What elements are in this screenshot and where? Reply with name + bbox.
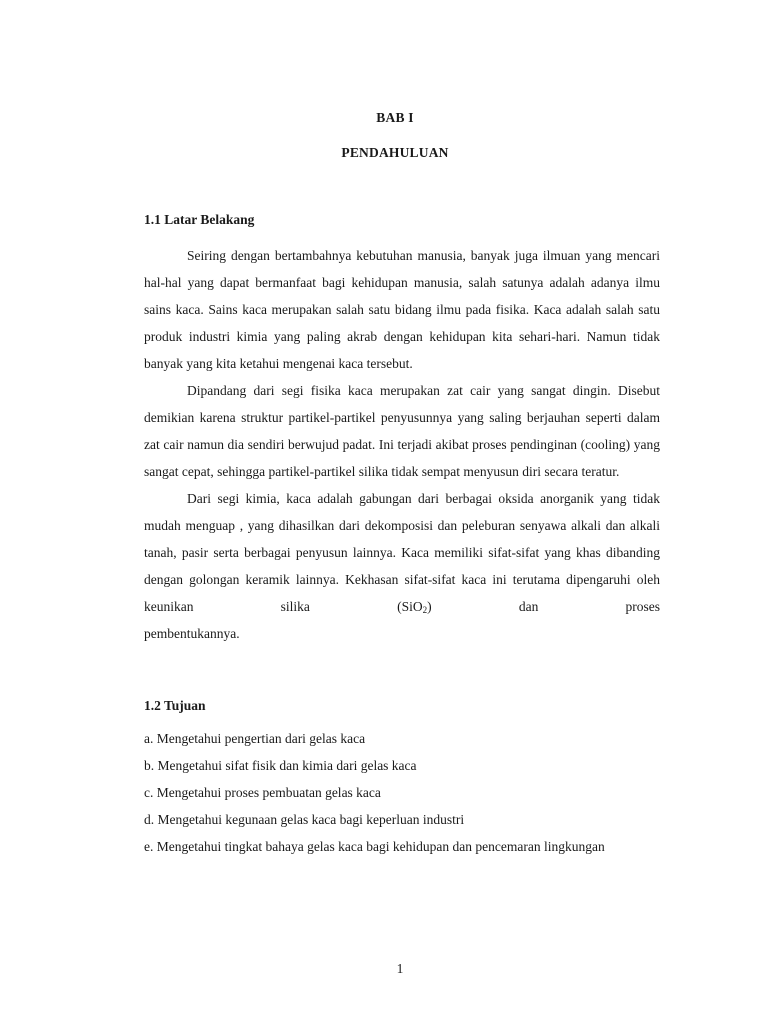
chapter-title: PENDAHULUAN [341,145,449,160]
goals-list [144,725,684,860]
list-item: c. Mengetahui proses pembuatan gelas kaca [144,785,381,800]
silica-formula [402,599,428,614]
paragraph-3 [144,485,660,620]
list-item: e. Mengetahui tingkat bahaya gelas kaca bagi kehidupan dan pencemaran lingkungan [144,839,605,854]
list-item: b. Mengetahui sifat fisik dan kimia dari gelas kaca [144,758,417,773]
list-item: a. Mengetahui pengertian dari gelas kaca [144,731,366,746]
section-heading-latar-belakang: 1.1 Latar Belakang [144,212,255,227]
chapter-number: BAB I [376,110,414,125]
silica-formula-main: SiO [401,599,423,614]
paragraph-3-last-line: pembentukannya. [144,626,240,641]
paragraph-1: Seiring dengan bertambahnya kebutuhan manusia, banyak juga ilmuan yang mencari hal-hal yang dapat bermanfaat bagi kehidupan manusia, salah satunya adalah adanya ilmu sains kaca. Sains kaca merupakan salah satu bidang ilmu pada fisika. Kaca adalah salah satu produk industri kimia yang paling akrab dengan kehidupan kita sehari-hari. Namun tidak banyak yang kita ketahui mengenai kaca tersebut. [144,248,660,371]
paragraph-3-text: Dari segi kimia, kaca adalah gabungan dari berbagai oksida anorganik yang tidak mudah menguap , yang dihasilkan dari dekomposisi dan peleburan senyawa alkali dan alkali tanah, pasir serta berbagai penyusun lainnya. Kaca memiliki sifat-sifat yang khas dibanding dengan golongan keramik lainnya. Kekhasan sifat-sifat kaca ini terutama dipengaruhi oleh keunikan silika ( [144,491,660,614]
paragraph-3-text-after-formula: ) dan proses [427,599,661,614]
list-item: d. Mengetahui kegunaan gelas kaca bagi keperluan industri [144,812,465,827]
section-body-latar-belakang [144,242,660,647]
paragraph-2: Dipandang dari segi fisika kaca merupakan zat cair yang sangat dingin. Disebut demikian karena struktur partikel-partikel penyusunnya yang saling berjauhan seperti dalam zat cair namun dia sendiri berwujud padat. Ini terjadi akibat proses pendinginan (cooling) yang sangat cepat, sehingga partikel-partikel silika tidak sempat menyusun diri secara teratur. [144,383,660,479]
section-heading-tujuan: 1.2 Tujuan [144,698,206,713]
silica-formula-subscript: 2 [422,605,428,615]
page-number: 1 [396,961,404,976]
